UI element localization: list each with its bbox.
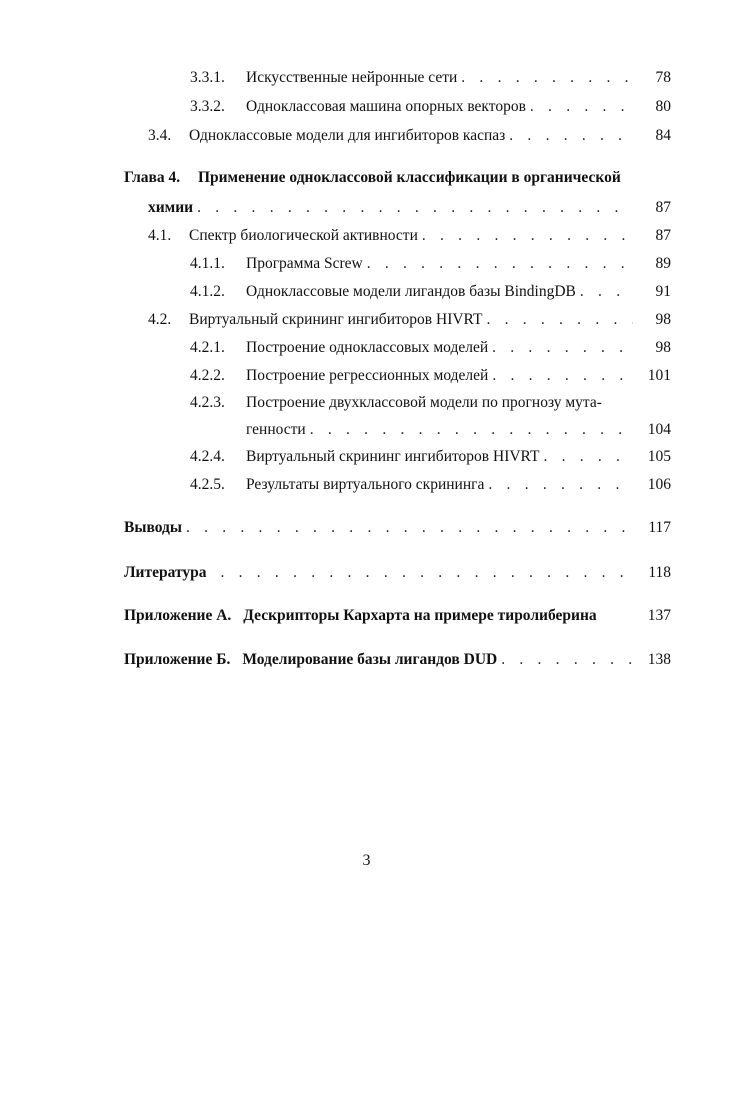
toc-number: 4.2.2. bbox=[190, 367, 225, 384]
toc-page-number: 98 bbox=[655, 311, 671, 328]
toc-title: Виртуальный скрининг ингибиторов HIVRT bbox=[189, 311, 483, 328]
toc-entry-4-1 bbox=[148, 226, 671, 246]
toc-title: Дескрипторы Кархарта на примере тиролиберина bbox=[243, 607, 597, 624]
dot-leader bbox=[509, 126, 633, 146]
toc-number: 4.2. bbox=[148, 311, 172, 328]
toc-number: 4.2.4. bbox=[190, 448, 225, 465]
toc-title: Спектр биологической активности bbox=[189, 227, 418, 244]
dot-leader bbox=[220, 563, 633, 583]
toc-page-number: 138 bbox=[647, 651, 671, 668]
toc-number: Приложение Б. bbox=[124, 651, 231, 668]
toc-page-number: 106 bbox=[647, 476, 671, 493]
toc-entry-4-1-2 bbox=[190, 282, 671, 302]
dot-leader bbox=[310, 420, 633, 440]
toc-title: Моделирование базы лигандов DUD bbox=[242, 651, 498, 668]
toc-entry-literature bbox=[124, 563, 671, 583]
dot-leader bbox=[486, 310, 633, 330]
dot-leader bbox=[501, 650, 633, 670]
toc-page-number: 84 bbox=[655, 127, 671, 144]
toc-title: Одноклассовые модели лигандов базы BindingDB bbox=[246, 283, 576, 300]
toc-chapter-4-line1 bbox=[124, 168, 621, 188]
toc-entry-appendix-a bbox=[124, 606, 671, 626]
toc-entry-4-2 bbox=[148, 310, 671, 330]
dot-leader bbox=[461, 68, 633, 88]
toc-page-number: 118 bbox=[648, 564, 671, 581]
toc-page-number: 98 bbox=[655, 339, 671, 356]
toc-number: Глава 4. bbox=[124, 169, 181, 186]
toc-title: Литература bbox=[124, 564, 207, 581]
toc-page-number: 101 bbox=[647, 367, 671, 384]
dot-leader bbox=[492, 338, 633, 358]
toc-page-number: 105 bbox=[647, 448, 671, 465]
toc-number: 3.4. bbox=[148, 127, 172, 144]
toc-title: Одноклассовые модели для ингибиторов каспаз bbox=[189, 127, 506, 144]
toc-page-number: 104 bbox=[647, 421, 671, 438]
toc-number: 3.3.2. bbox=[190, 98, 225, 115]
toc-title: Программа Screw bbox=[246, 255, 363, 272]
toc-number: 4.2.5. bbox=[190, 476, 225, 493]
toc-number: Приложение А. bbox=[124, 607, 232, 624]
toc-title: Построение двухклассовой модели по прогнозу мута- bbox=[246, 394, 602, 411]
toc-title: Применение одноклассовой классификации в органической bbox=[197, 169, 621, 186]
toc-entry-appendix-b bbox=[124, 650, 671, 670]
toc-title: Выводы bbox=[124, 519, 182, 536]
toc-entry-4-2-2 bbox=[190, 366, 671, 386]
toc-entry-3-4 bbox=[148, 126, 671, 146]
toc-entry-conclusions bbox=[124, 518, 671, 538]
toc-title-cont: химии bbox=[148, 199, 194, 216]
toc-page-number: 87 bbox=[655, 227, 671, 244]
toc-title-cont: генности bbox=[246, 421, 306, 438]
dot-leader bbox=[197, 198, 633, 218]
dot-leader bbox=[488, 475, 633, 495]
toc-page-number: 117 bbox=[648, 519, 671, 536]
dot-leader bbox=[580, 282, 633, 302]
toc-entry-4-2-5 bbox=[190, 475, 671, 495]
dot-leader bbox=[543, 447, 633, 467]
toc-title: Виртуальный скрининг ингибиторов HIVRT bbox=[246, 448, 540, 465]
dot-leader bbox=[422, 226, 633, 246]
dot-leader bbox=[186, 518, 633, 538]
dot-leader bbox=[367, 254, 633, 274]
toc-page-number: 89 bbox=[655, 255, 671, 272]
toc-number: 4.2.3. bbox=[190, 394, 225, 411]
toc-title: Результаты виртуального скрининга bbox=[246, 476, 485, 493]
toc-title: Искусственные нейронные сети bbox=[246, 69, 458, 86]
toc-page-number: 137 bbox=[647, 607, 671, 624]
toc-page-number: 80 bbox=[655, 98, 671, 115]
toc-entry-4-2-1 bbox=[190, 338, 671, 358]
toc-entry-3-3-1 bbox=[190, 68, 671, 88]
dot-leader bbox=[492, 366, 633, 386]
toc-entry-4-1-1 bbox=[190, 254, 671, 274]
toc-entry-4-2-3-line1 bbox=[190, 393, 671, 413]
toc-entry-4-2-4 bbox=[190, 447, 671, 467]
toc-number: 4.1.1. bbox=[190, 255, 225, 272]
toc-title: Построение регрессионных моделей bbox=[246, 367, 489, 384]
toc-number: 4.1.2. bbox=[190, 283, 225, 300]
page-number: 3 bbox=[362, 852, 371, 869]
toc-page-number: 78 bbox=[655, 69, 671, 86]
toc-number: 4.1. bbox=[148, 227, 172, 244]
toc-entry-3-3-2 bbox=[190, 97, 671, 117]
dot-leader bbox=[530, 97, 633, 117]
toc-chapter-4-line2 bbox=[148, 198, 671, 218]
toc-number: 3.3.1. bbox=[190, 69, 225, 86]
toc-title: Одноклассовая машина опорных векторов bbox=[246, 98, 526, 115]
toc-number: 4.2.1. bbox=[190, 339, 225, 356]
toc-title: Построение одноклассовых моделей bbox=[246, 339, 489, 356]
toc-page-number: 91 bbox=[655, 283, 671, 300]
toc-page-number: 87 bbox=[655, 199, 671, 216]
toc-entry-4-2-3-line2 bbox=[246, 420, 671, 440]
